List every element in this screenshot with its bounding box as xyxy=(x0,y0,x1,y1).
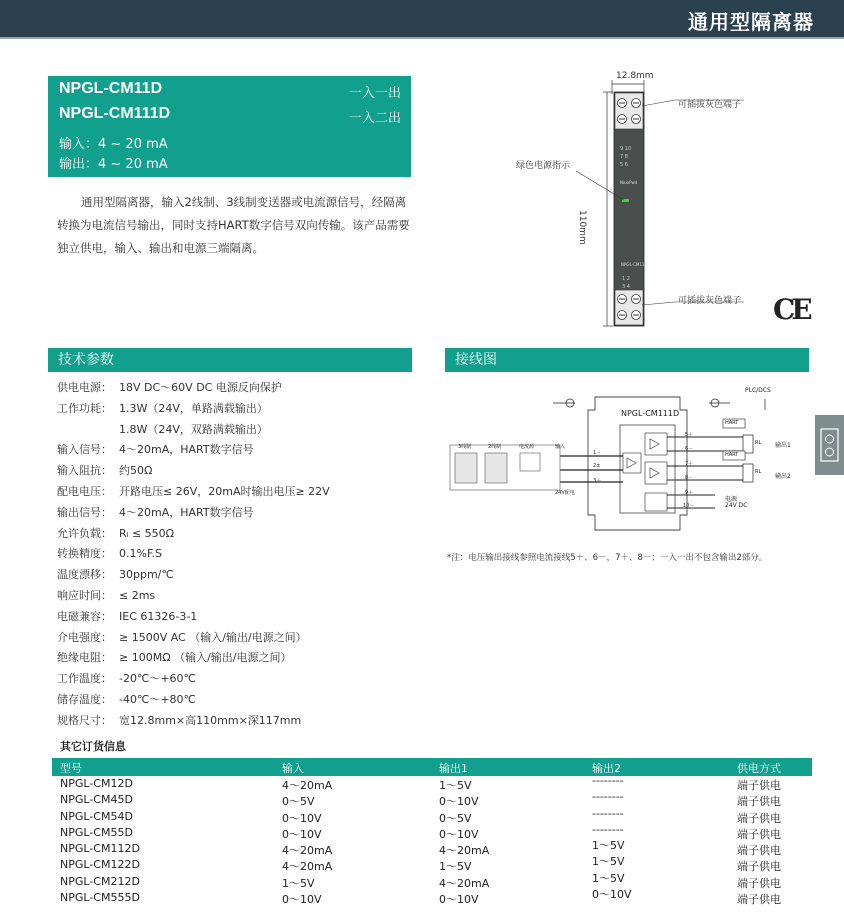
spec-row: 介电强度： ≥ 1500V AC （输入/输出/电源之间） xyxy=(57,630,307,644)
device-module-label: NPGL-CM11D xyxy=(621,262,648,267)
spec-row: 储存温度： -40℃～+80℃ xyxy=(57,692,196,706)
hart-1-label: HART xyxy=(725,420,739,426)
height-label: 110mm xyxy=(577,210,587,245)
header-power: 供电方式 xyxy=(737,762,781,775)
width-label: 12.8mm xyxy=(616,71,654,81)
header-output2: 输出2 xyxy=(592,762,621,775)
table-header xyxy=(52,758,812,776)
spec-row: 输入阻抗： 约50Ω xyxy=(57,464,153,478)
input-label: 输入 xyxy=(555,444,566,450)
table-row: NPGL-CM112D 4～20mA 4～20mA 1～5V 端子供电 xyxy=(60,839,781,858)
terminal-8: 8－ xyxy=(685,475,694,481)
device-drawing xyxy=(512,70,812,340)
spec-row: 输入信号： 4～20mA，HART数字信号 xyxy=(57,443,254,457)
page-header xyxy=(0,0,844,39)
product-description: 通用型隔离器，输入2线制、3线制变送器或电流源信号，经隔离转换为电流信号输出，同时支持HART数字信号双向传输。该产品需要独立供电，输入、输出和电源三端隔离。 xyxy=(57,195,410,255)
output-spec: 输出：4 ~ 20 mA xyxy=(59,157,168,172)
page-title: 通用型隔离器 xyxy=(688,10,814,34)
rl-1-label: RL xyxy=(755,440,762,446)
three-wire-label: 3线制 xyxy=(458,444,472,450)
rl-2-label: RL xyxy=(755,469,762,475)
spec-row: 1.8W（24V，双路满载输出） xyxy=(119,422,268,436)
table-row: NPGL-CM54D 0～10V 0～5V -------- 端子供电 xyxy=(60,806,781,825)
input-spec: 输入：4 ~ 20 mA xyxy=(59,137,168,152)
table-row: NPGL-CM122D 4～20mA 1～5V 1～5V 端子供电 xyxy=(60,855,781,874)
terminal-2: 2± xyxy=(593,463,601,469)
svg-text:9 10: 9 10 xyxy=(620,146,632,152)
spec-row: 工作功耗： 1.3W（24V，单路满载输出） xyxy=(57,401,268,415)
spec-row: 配电电压： 开路电压≤ 26V，20mA时输出电压≥ 22V xyxy=(57,484,330,498)
table-row: NPGL-CM55D 0～10V 0～10V -------- 端子供电 xyxy=(60,822,781,841)
ce-mark: CE xyxy=(773,293,809,326)
ordering-table xyxy=(52,758,812,906)
header-input: 输入 xyxy=(282,762,304,775)
header-rule xyxy=(0,37,844,39)
wiring-section-header: 接线图 xyxy=(445,348,809,372)
spec-row: 绝缘电阻： ≥ 100MΩ （输入/输出/电源之间） xyxy=(57,651,292,665)
wiring-module-label: NPGL-CM111D xyxy=(621,409,680,418)
side-tab xyxy=(815,415,844,475)
terminal-7: 7＋ xyxy=(685,461,694,467)
svg-text:3 4: 3 4 xyxy=(622,284,630,290)
model-1-type: 一入一出 xyxy=(348,86,401,101)
spec-row: 响应时间： ≤ 2ms xyxy=(57,588,156,602)
header-output1: 输出1 xyxy=(439,762,468,775)
power-voltage-label: 24V DC xyxy=(725,502,748,509)
spec-row: 工作温度： -20℃～+60℃ xyxy=(57,672,196,686)
terminal-1: 1－ xyxy=(593,450,602,456)
spec-list xyxy=(57,378,437,732)
terminal-5: 5＋ xyxy=(685,432,694,438)
model-2: NPGL-CM111D xyxy=(59,105,171,122)
terminal-6: 6－ xyxy=(685,446,694,452)
led-label: 绿色电源指示 xyxy=(516,161,571,171)
table-row: NPGL-CM555D 0～10V 0～10V 0～10V 端子供电 xyxy=(60,888,781,907)
spec-row: 电磁兼容： IEC 61326-3-1 xyxy=(57,609,198,623)
terminal-top-label: 可插拔灰色端子 xyxy=(678,100,742,110)
power-label: 电源 xyxy=(725,496,738,503)
product-box xyxy=(48,76,411,177)
model-2-type: 一入二出 xyxy=(348,111,401,126)
terminal-9: 9＋ xyxy=(685,490,694,496)
hart-2-label: HART xyxy=(725,452,739,458)
header-model: 型号 xyxy=(60,762,82,775)
output-2-label: 输出2 xyxy=(775,473,791,480)
terminal-bottom-label: 可插拔灰色端子 xyxy=(678,296,742,306)
current-source-label: 电流源 xyxy=(519,444,535,450)
table-row: NPGL-CM45D 0～5V 0～10V -------- 端子供电 xyxy=(60,790,781,809)
spec-row: 允许负载： Rₗ ≤ 550Ω xyxy=(57,526,175,540)
svg-text:5 6: 5 6 xyxy=(620,162,628,168)
spec-row: 转换精度： 0.1%F.S xyxy=(57,547,162,561)
two-wire-label: 2线制 xyxy=(488,444,502,450)
spec-row: 输出信号： 4～20mA，HART数字信号 xyxy=(57,505,254,519)
ordering-title: 其它订货信息 xyxy=(60,740,126,753)
device-svg xyxy=(512,70,812,340)
table-row: NPGL-CM212D 1～5V 4～20mA 1～5V 端子供电 xyxy=(60,871,781,890)
terminal-3: 3＋ xyxy=(593,478,602,484)
brand-label: NiuoPwd xyxy=(620,180,638,185)
spec-row: 温度漂移： 30ppm/℃ xyxy=(57,568,174,582)
spec-row: 规格尺寸： 宽12.8mm×高110mm×深117mm xyxy=(57,713,302,727)
model-1: NPGL-CM11D xyxy=(59,80,163,97)
output-1-label: 输出1 xyxy=(775,442,791,449)
device-icon xyxy=(815,415,844,475)
spec-row: 供电电源： 18V DC～60V DC 电源反向保护 xyxy=(57,381,282,394)
wiring-note: *注：电压输出接线参照电流接线5＋、6－，7＋、8－；一入一出不包含输出2部分。 xyxy=(447,553,768,563)
terminal-10: 10－ xyxy=(683,503,695,509)
distribution-label: 24V配电 xyxy=(555,490,575,496)
svg-text:7 8: 7 8 xyxy=(620,154,628,160)
wiring-diagram xyxy=(445,385,815,545)
specs-section-header: 技术参数 xyxy=(48,348,412,372)
table-row: NPGL-CM12D 4～20mA 1～5V -------- 端子供电 xyxy=(60,774,781,792)
plc-label: PLC/DCS xyxy=(745,387,771,394)
svg-text:1 2: 1 2 xyxy=(622,276,630,282)
